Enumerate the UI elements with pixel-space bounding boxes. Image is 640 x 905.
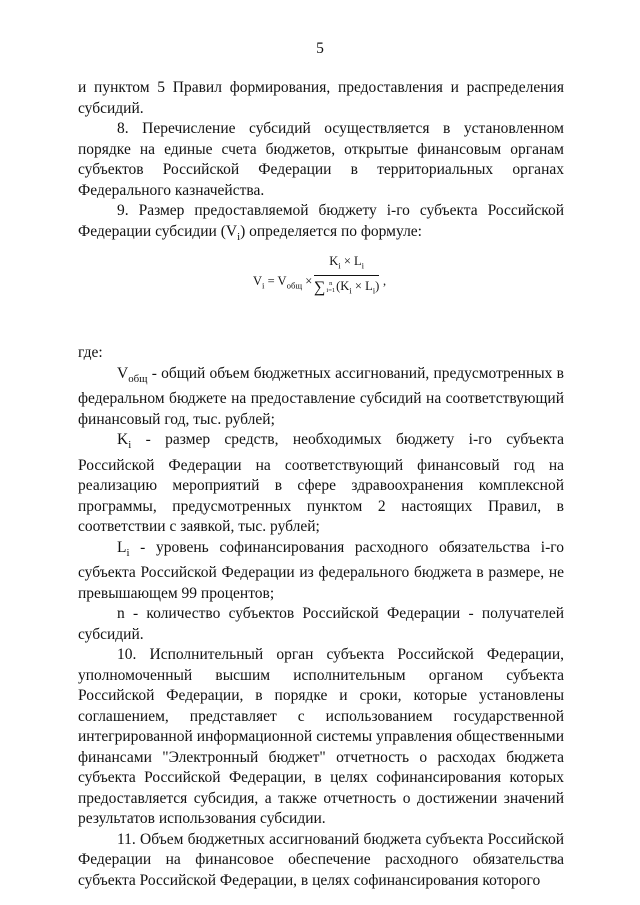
def-k-text: - размер средств, необходимых бюджету i-го субъекта Российской Федерации на соответствующий финансовый год на реализацию мероприятий в сфере здравоохранения комплексной программы, предусмотренных пунктом 2 настоящих Правил, в соответствии с заявкой, тыс. рублей; [78, 431, 564, 536]
def-v-sub: общ [128, 372, 148, 385]
num-l-sub: i [361, 260, 365, 271]
formula-comma: , [383, 274, 387, 289]
sum-limits [326, 280, 335, 294]
definition-n: n - количество субъектов Российской Федерации - получателей субсидий. [78, 605, 564, 643]
paragraph-11: 11. Объем бюджетных ассигнований бюджета субъекта Российской Федерации на финансовое обеспечение расходного обязательства субъекта Российской Федерации, в целях софинансирования которого [78, 830, 564, 889]
den-close: ) [375, 278, 380, 293]
formula-denominator [314, 276, 379, 298]
num-x: × L [340, 254, 362, 269]
formula-v-sub: i [262, 280, 265, 291]
formula-numerator [314, 254, 379, 276]
formula-v: V [253, 274, 263, 289]
subsidy-formula [78, 251, 564, 307]
formula-lhs [253, 274, 312, 293]
def-v-text: - общий объем бюджетных ассигнований, предусмотренных в федеральном бюджете на предоставление субсидий на соответствующий финансовый год, тыс. рублей; [78, 364, 564, 428]
paragraph-8: 8. Перечисление субсидий осуществляется в установленном порядке на единые счета бюджетов, открытые финансовым органам субъектов Российской Федерации в территориальных органах Федерального казначейства. [78, 120, 564, 199]
def-v-symbol: V [117, 364, 129, 382]
definition-k [78, 430, 564, 538]
num-k: K [329, 254, 339, 269]
formula-obsh-sub: общ [286, 280, 303, 291]
where-label: где: [78, 344, 103, 362]
paragraph-9-end: ) определяется по формуле: [240, 222, 422, 240]
formula-fraction [314, 254, 379, 297]
sum-top: n [329, 279, 333, 287]
formula-eq: = V [264, 274, 287, 289]
paragraph-9-text: 9. Размер предоставляемой бюджету i-го субъекта Российской Федерации субсидии (V [78, 202, 564, 240]
paragraph-continuation: и пунктом 5 Правил формирования, предоставления и распределения субсидий. [78, 79, 564, 117]
definition-l [78, 538, 564, 605]
def-l-sub: i [126, 546, 130, 559]
paragraph-9-subscript: i [237, 230, 241, 243]
paragraph-9 [78, 201, 564, 247]
def-l-symbol: L [117, 538, 127, 556]
definition-v [78, 364, 564, 431]
document-body [78, 78, 564, 891]
paragraph-10: 10. Исполнительный орган субъекта Российской Федерации, уполномоченный высшим исполнительным органом субъекта Российской Федерации, в порядке и сроки, которые установлены соглашением, представляет с использованием государственной интегрированной информационной системы управления общественными финансами "Электронный бюджет" отчетность о расходах бюджета субъекта Российской Федерации, в целях софинансирования которых предоставляется субсидия, а также отчетность о достижении значений результатов использования субсидии. [78, 646, 564, 828]
den-l-sub: i [372, 285, 376, 296]
def-k-symbol: K [117, 431, 129, 449]
den-open: (K [336, 278, 350, 293]
den-x: × L [351, 278, 373, 293]
sum-symbol: ∑ [314, 278, 326, 296]
def-k-sub: i [128, 439, 132, 452]
sum-bottom: i=1 [326, 286, 336, 294]
page-number: 5 [316, 40, 324, 57]
num-k-sub: i [338, 260, 341, 271]
formula-times: × [302, 274, 313, 289]
def-l-text: - уровень софинансирования расходного обязательства i-го субъекта Российской Федерации из федерального бюджета в размере, не превышающем 99 процентов; [78, 538, 564, 602]
den-k-sub: i [349, 285, 352, 296]
